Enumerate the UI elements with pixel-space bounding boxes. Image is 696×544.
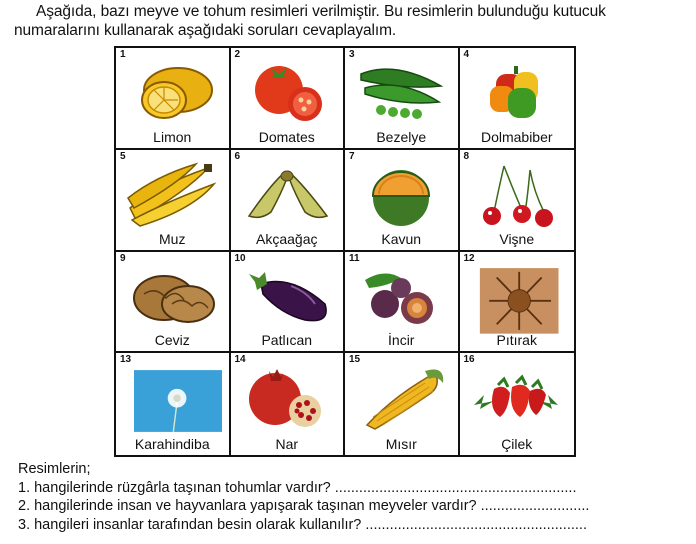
item-label: Bezelye — [376, 128, 427, 145]
grid-cell-7 — [345, 150, 460, 252]
grid-cell-6 — [231, 150, 346, 252]
maple-seed-icon — [241, 162, 335, 228]
cell-number: 1 — [120, 49, 126, 60]
burdock-icon — [478, 262, 566, 336]
grid-cell-16 — [460, 353, 575, 455]
item-label: Karahindiba — [134, 436, 210, 452]
cell-number: 5 — [120, 150, 126, 162]
dandelion-icon — [134, 365, 222, 437]
item-label: Vişne — [499, 230, 535, 247]
bell-pepper-icon — [470, 60, 564, 126]
cell-number: 12 — [463, 252, 475, 264]
item-label: Domates — [258, 128, 315, 145]
cell-number: 16 — [463, 354, 475, 366]
grid-cell-15 — [345, 353, 460, 455]
question-2: 2. hangilerinde insan ve hayvanlara yapışarak taşınan meyveler vardır? ........................... — [18, 498, 590, 514]
cell-number: 11 — [349, 252, 360, 264]
grid-cell-5 — [116, 150, 231, 252]
grid-cell-10 — [231, 252, 346, 354]
grid-cell-4 — [460, 48, 575, 150]
question-1: 1. hangilerinde rüzgârla taşınan tohumlar vardır? ............................................................ — [18, 479, 577, 496]
grid-cell-1 — [116, 48, 231, 150]
item-label: Nar — [275, 436, 299, 452]
item-label: Pıtırak — [496, 332, 537, 349]
item-label: Mısır — [385, 436, 417, 452]
image-grid — [114, 46, 576, 457]
banana-icon — [126, 162, 220, 228]
cell-number: 10 — [234, 252, 246, 264]
cell-number: 3 — [349, 49, 355, 60]
item-label: Akçaağaç — [256, 230, 318, 247]
grid-cell-11 — [345, 252, 460, 354]
strawberry-icon — [470, 365, 564, 431]
grid-cell-3 — [345, 48, 460, 150]
grid-cell-9 — [116, 252, 231, 354]
item-label: Patlıcan — [261, 332, 313, 349]
cell-number: 2 — [234, 49, 241, 60]
corn-icon — [355, 365, 449, 431]
eggplant-icon — [241, 264, 335, 330]
grid-cell-8 — [460, 150, 575, 252]
item-label: Muz — [159, 230, 186, 247]
cell-number: 6 — [234, 150, 241, 162]
item-label: Ceviz — [154, 332, 190, 349]
item-label: Limon — [153, 128, 192, 145]
item-label: İncir — [388, 332, 415, 349]
item-label: Dolmabiber — [480, 128, 553, 145]
tomato-icon — [241, 60, 335, 126]
item-label: Kavun — [381, 230, 422, 247]
pomegranate-icon — [241, 365, 335, 431]
cell-number: 15 — [349, 354, 361, 366]
walnut-icon — [126, 264, 220, 330]
cell-number: 7 — [349, 150, 355, 162]
questions-block — [18, 460, 688, 534]
grid-cell-14 — [231, 353, 346, 455]
cherry-icon — [470, 162, 564, 228]
cell-number: 13 — [120, 354, 132, 366]
instructions-text: Aşağıda, bazı meyve ve tohum resimleri verilmiştir. Bu resimlerin bulunduğu kutucuk numaralarını kullanarak aşağıdaki soruları cevaplayalım. — [14, 3, 606, 39]
question-3: 3. hangileri insanlar tarafından besin olarak kullanılır? ....................................................... — [18, 516, 587, 533]
cell-number: 9 — [120, 252, 126, 264]
cell-number: 4 — [463, 49, 470, 60]
grid-cell-13 — [116, 353, 231, 455]
grid-cell-2 — [231, 48, 346, 150]
cell-number: 8 — [463, 150, 470, 162]
lemon-icon — [126, 60, 220, 126]
fig-icon — [355, 264, 449, 330]
item-label: Çilek — [501, 436, 533, 452]
cell-number: 14 — [234, 354, 246, 366]
questions-prompt: Resimlerin; — [18, 461, 91, 477]
peas-icon — [355, 60, 449, 126]
melon-icon — [355, 162, 449, 228]
grid-cell-12 — [460, 252, 575, 354]
